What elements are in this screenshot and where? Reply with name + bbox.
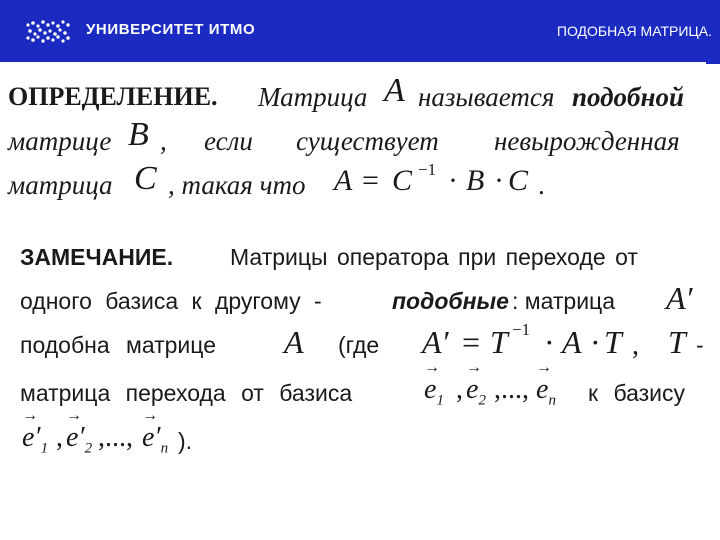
remark-text: одного базиса к другому - — [20, 288, 322, 314]
definition-comma: , — [160, 126, 167, 156]
basis-vector-en: → $e_n$ — [536, 374, 556, 410]
math-comma: , — [632, 330, 639, 361]
math-dot: · — [494, 164, 504, 197]
definition-line-2 — [0, 116, 720, 162]
definition-word: матрица — [8, 170, 113, 200]
math-var-A: A — [334, 164, 353, 197]
remark-line-1 — [0, 240, 720, 280]
math-var-B: B — [466, 164, 485, 197]
definition-heading: ОПРЕДЕЛЕНИЕ. — [8, 82, 218, 111]
math-var-A-prime: A′ — [422, 324, 449, 360]
slide-title: ПОДОБНАЯ МАТРИЦА. — [556, 23, 712, 39]
math-var-T: T — [490, 324, 508, 360]
remark-text: Матрицы оператора при переходе от — [230, 244, 638, 270]
math-dot: · — [590, 324, 601, 360]
math-comma: , — [56, 422, 63, 453]
remark-line-5 — [0, 424, 720, 464]
math-exponent: −1 — [512, 320, 531, 339]
definition-word: , такая что — [168, 170, 306, 200]
basis-vector-e2: → $e_2$ — [466, 374, 486, 410]
math-var-A: A — [284, 324, 304, 360]
math-var-A: A — [562, 324, 582, 360]
remark-dash: - — [696, 332, 704, 358]
definition-end: . — [538, 170, 545, 200]
math-equals: = — [362, 164, 379, 197]
math-var-C: C — [392, 164, 413, 197]
definition-word: если — [204, 126, 253, 156]
math-var-A-prime: A′ — [666, 280, 693, 316]
math-dots: ,..., — [98, 422, 133, 453]
math-dot: · — [544, 324, 555, 360]
math-exponent: −1 — [418, 160, 437, 179]
math-dot: · — [448, 164, 458, 197]
remark-text: матрица перехода от базиса — [20, 380, 353, 406]
definition-word: называется — [418, 82, 555, 112]
definition-word: матрице — [8, 126, 112, 156]
definition-word: Матрица — [258, 82, 368, 112]
math-var-B: B — [128, 116, 149, 153]
remark-text: (где — [338, 332, 380, 358]
basis-vector-e1: → $e_1$ — [424, 374, 444, 410]
math-var-A: A — [384, 72, 405, 109]
remark-line-2 — [0, 280, 720, 324]
definition-word-bold: подобной — [572, 82, 685, 112]
basis-vector-e1-prime: → $e'_1$ — [22, 422, 48, 458]
remark-line-3 — [0, 320, 720, 368]
basis-vector-en-prime: → $e'_n$ — [142, 422, 168, 458]
remark-text: : матрица — [512, 288, 616, 314]
definition-word: существует — [296, 126, 439, 156]
logo-text: УНИВЕРСИТЕТ ИТМО — [86, 21, 256, 38]
remark-heading: ЗАМЕЧАНИЕ. — [20, 244, 174, 270]
remark-close: ). — [178, 428, 193, 454]
header-notch — [706, 50, 720, 64]
remark-line-4 — [0, 376, 720, 416]
definition-word: невырожденная — [494, 126, 680, 156]
definition-line-3 — [0, 160, 720, 206]
math-dots: ,..., — [494, 374, 529, 405]
math-var-C: C — [508, 164, 529, 197]
math-comma: , — [456, 374, 463, 405]
remark-text-bold: подобные — [392, 288, 509, 314]
math-var-C: C — [134, 160, 157, 197]
header-bar — [0, 0, 720, 62]
math-var-T: T — [668, 324, 686, 360]
remark-text: к базису — [588, 380, 686, 406]
definition-line-1 — [0, 72, 720, 118]
math-equals: = — [462, 324, 481, 360]
basis-vector-e2-prime: → $e'_2$ — [66, 422, 92, 458]
math-var-T: T — [604, 324, 622, 360]
remark-text: подобна матрице — [20, 332, 216, 358]
itmo-logo-icon — [24, 17, 72, 45]
